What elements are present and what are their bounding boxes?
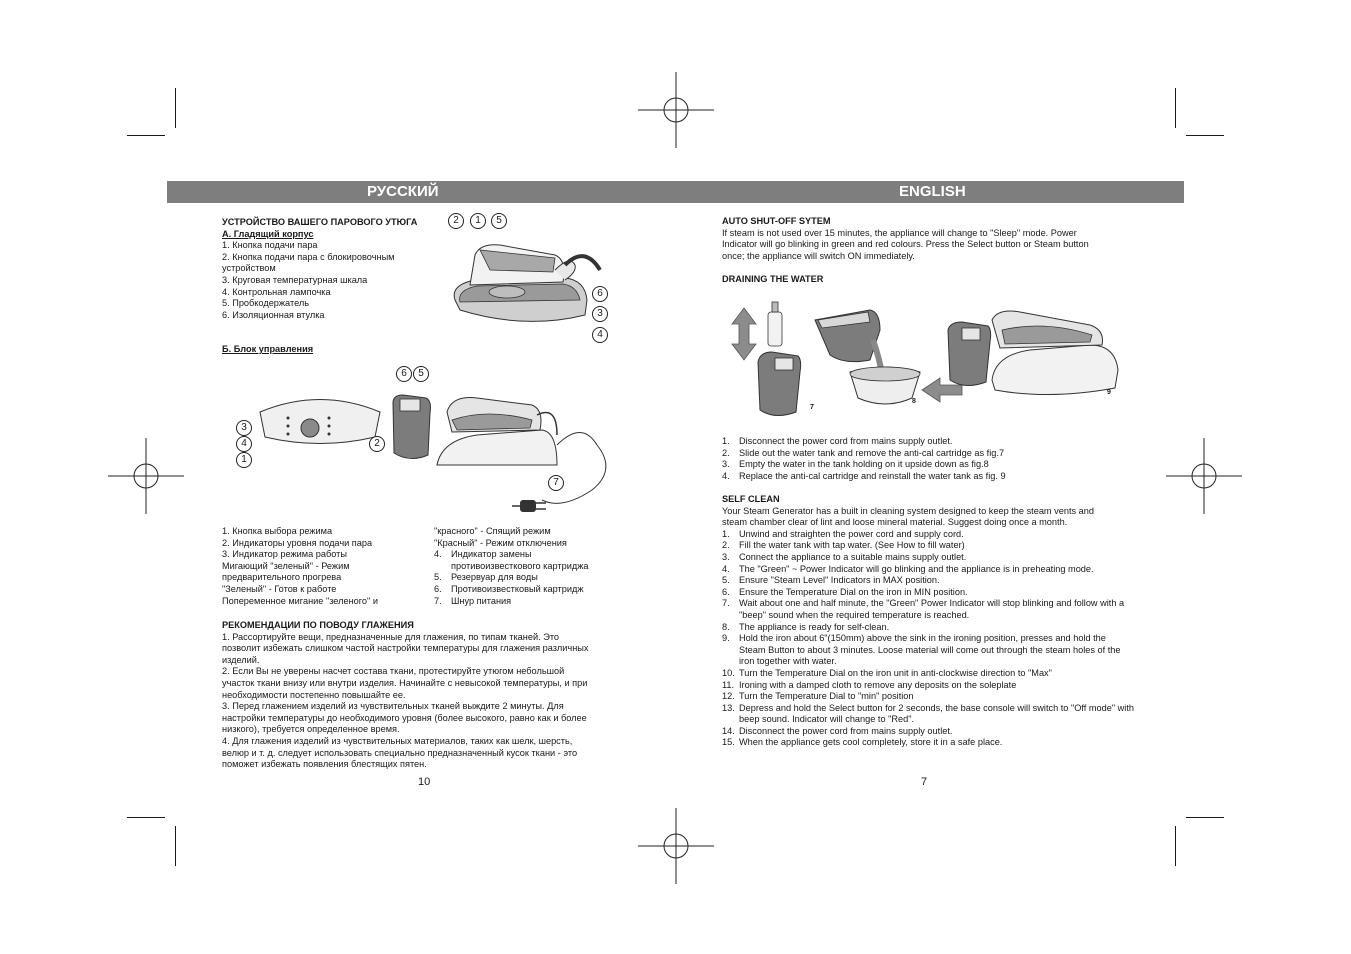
legend-line: 1. Кнопка выбора режима [222, 526, 333, 536]
ru-section-a-item: 2. Кнопка подачи пара с блокировочным [222, 251, 395, 262]
self-clean-step: 2. Fill the water tank with tap water. (See How to fill water) [722, 540, 965, 551]
figure-label: 8 [912, 398, 916, 405]
self-clean-step: 14. Disconnect the power cord from mains supply outlet. [722, 725, 953, 736]
legend-line: 3. Индикатор режима работы [222, 549, 347, 560]
registration-mark-bottom [638, 808, 714, 884]
ru-section-a-item: 4. Контрольная лампочка [222, 286, 331, 297]
en-draining [722, 274, 1022, 286]
ru-legend-right [434, 526, 634, 607]
figure-label: 7 [810, 404, 814, 411]
ru-section-b [222, 344, 422, 356]
ru-legend-left [222, 526, 427, 607]
en-auto-shutoff [722, 216, 1132, 262]
callout-marker: 5 [491, 213, 507, 229]
legend-item: 6. Противоизвестковый картридж [434, 583, 584, 594]
self-clean-step: 8. The appliance is ready for self-clean. [722, 621, 890, 632]
legend-item: 5. Резервуар для воды [434, 572, 538, 583]
self-clean-step: 1. Unwind and straighten the power cord and supply cord. [722, 528, 964, 539]
callout-marker: 3 [592, 306, 608, 322]
rec-line: изделий. [222, 654, 260, 665]
page-number-left: 10 [418, 776, 431, 788]
registration-mark-top [638, 72, 714, 148]
ru-recommendations [222, 620, 632, 771]
water-tank-illustration [388, 393, 433, 463]
drain-step: 1. Disconnect the power cord from mains supply outlet. [722, 436, 953, 446]
self-intro-line: Your Steam Generator has a built in cleaning system designed to keep the steam vents and [722, 505, 1094, 516]
en-self-clean [722, 494, 1134, 749]
legend-item: "красного" - Спящий режим [434, 526, 551, 536]
callout-marker: 4 [236, 436, 252, 452]
crop-mark [1186, 135, 1224, 136]
ru-section-a-heading: А. Гладящий корпус [222, 228, 314, 239]
en-draining-steps [722, 436, 1142, 482]
russian-banner-title: РУССКИЙ [367, 183, 439, 200]
legend-item: 4. Индикатор замены [434, 549, 532, 560]
drain-step: 3. Empty the water in the tank holding on it upside down as fig.8 [722, 459, 989, 470]
rec-line: участок ткани внизу или внутри изделия. Начинайте с невысокой температуры, и при [222, 677, 588, 688]
en-self-clean-heading: SELF CLEAN [722, 494, 780, 504]
ru-recommendations-heading: РЕКОМЕНДАЦИИ ПО ПОВОДУ ГЛАЖЕНИЯ [222, 620, 414, 630]
legend-line: предварительного прогрева [222, 572, 342, 583]
english-banner-title: ENGLISH [899, 183, 966, 200]
self-clean-step: 10. Turn the Temperature Dial on the iron unit in anti-clockwise direction to "Max" [722, 667, 1052, 678]
callout-marker: 7 [548, 475, 564, 491]
crop-mark [127, 135, 165, 136]
figure-label: 9 [1107, 389, 1111, 396]
rec-line: необходимости постепенно повышайте ее. [222, 689, 406, 700]
callout-marker: 2 [448, 213, 464, 229]
ru-section-a-item: 3. Круговая температурная шкала [222, 274, 368, 285]
auto-line: Indicator will go blinking in green and red colours. Press the Select button or Steam button [722, 239, 1089, 250]
crop-mark [1175, 826, 1176, 866]
registration-mark-left [108, 438, 184, 514]
callout-marker: 1 [470, 213, 486, 229]
drain-step: 4. Replace the anti-cal cartridge and reinstall the water tank as fig. 9 [722, 470, 1006, 481]
ru-section-a-item: 6. Изоляционная втулка [222, 309, 325, 320]
crop-mark [175, 88, 176, 128]
rec-line: низкого), требуется определенное время. [222, 724, 400, 735]
registration-mark-right [1166, 438, 1242, 514]
ru-section-b-heading: Б. Блок управления [222, 344, 314, 354]
self-clean-step: 6. Ensure the Temperature Dial on the iron in MIN position. [722, 586, 968, 597]
self-intro-line: steam chamber clear of lint and loose mineral material. Suggest doing once a month. [722, 517, 1068, 528]
ru-device-section [222, 217, 437, 321]
rec-line: 1. Рассортируйте вещи, предназначенные для глажения, по типам тканей. Это [222, 631, 560, 642]
legend-item: 7. Шнур питания [434, 595, 512, 606]
callout-marker: 4 [592, 327, 608, 343]
iron-illustration [435, 210, 615, 350]
self-clean-step: 12. Turn the Temperature Dial to "min" position [722, 691, 914, 702]
rec-line: 3. Перед глажением изделий из чувствительных тканей выждите 2 минуты. Для [222, 701, 564, 712]
crop-mark [127, 817, 165, 818]
self-clean-step: 13. Depress and hold the Select button for 2 seconds, the base console will switch to "Off mode" with beep sound. Indicator will change to "Red". [722, 702, 1134, 725]
power-plug-icon [512, 496, 548, 516]
callout-marker: 2 [369, 436, 385, 452]
ru-section-a-item: 1. Кнопка подачи пара [222, 240, 318, 251]
crop-mark [175, 826, 176, 866]
callout-marker: 1 [236, 452, 252, 468]
self-clean-step: 11. Ironing with a damped cloth to remove any deposits on the soleplate [722, 679, 1017, 690]
auto-line: If steam is not used over 15 minutes, the appliance will change to "Sleep" mode. Power [722, 227, 1077, 238]
ru-section-a-item: 5. Пробкодержатель [222, 298, 310, 309]
self-clean-step: 7. Wait about one and half minute, the "Green" Power Indicator will stop blinking and follow with a "beep" sound when the required temperature is reached. [722, 598, 1125, 620]
russian-banner [167, 181, 677, 203]
callout-marker: 3 [236, 420, 252, 436]
legend-line: "Зеленый" - Готов к работе [222, 583, 337, 594]
en-draining-heading: DRAINING THE WATER [722, 274, 824, 284]
self-clean-step: 9. Hold the iron about 6"(150mm) above the sink in the ironing position, presses and hold the Steam Button to about 3 minutes. Loose material will come out through the steam holes of the iron together with water. [722, 633, 1121, 667]
ru-device-title: УСТРОЙСТВО ВАШЕГО ПАРОВОГО УТЮГА [222, 217, 418, 227]
page-number-right: 7 [921, 776, 928, 788]
crop-mark [1175, 88, 1176, 128]
legend-item: противоизвесткового картриджа [451, 560, 589, 571]
legend-line: Попеременное мигание "зеленого" и [222, 595, 378, 606]
self-clean-step: 5. Ensure "Steam Level" Indicators in MAX position. [722, 575, 940, 586]
self-clean-step: 4. The "Green" ~ Power Indicator will go blinking and the appliance is in preheating mode. [722, 563, 1094, 574]
draining-illustration [730, 300, 1125, 420]
callout-marker: 6 [396, 366, 412, 382]
auto-line: once; the appliance will switch ON immediately. [722, 250, 915, 261]
self-clean-step: 3. Connect the appliance to a suitable mains supply outlet. [722, 551, 967, 562]
legend-line: Мигающий "зеленый" - Режим [222, 560, 350, 571]
legend-item: "Красный" - Режим отключения [434, 537, 567, 548]
rec-line: позволит избежать слишком частой настройки температуры для глажения различных [222, 643, 589, 654]
self-clean-step: 15. When the appliance gets cool completely, store it in a safe place. [722, 737, 1003, 748]
ru-section-a-item: устройством [222, 263, 276, 274]
rec-line: поможет избежать появления блестящих пятен. [222, 759, 427, 770]
rec-line: велюр и т. д. следует использовать специально предназначенный кусок ткани - это [222, 747, 578, 758]
callout-marker: 6 [592, 286, 608, 302]
rec-line: настройки температуры до необходимого уровня (более высокого, равно как и более [222, 712, 587, 723]
rec-line: 2. Если Вы не уверены насчет состава ткани, протестируйте утюгом небольшой [222, 666, 565, 677]
en-auto-shutoff-heading: AUTO SHUT-OFF SYTEM [722, 216, 831, 226]
english-banner [677, 181, 1184, 203]
drain-step: 2. Slide out the water tank and remove the anti-cal cartridge as fig.7 [722, 447, 1005, 458]
crop-mark [1186, 817, 1224, 818]
callout-marker: 5 [413, 366, 429, 382]
legend-line: 2. Индикаторы уровня подачи пара [222, 537, 373, 548]
control-panel-illustration [255, 392, 385, 452]
rec-line: 4. Для глажения изделий из чувствительных материалов, таких как шелк, шерсть, [222, 735, 573, 746]
